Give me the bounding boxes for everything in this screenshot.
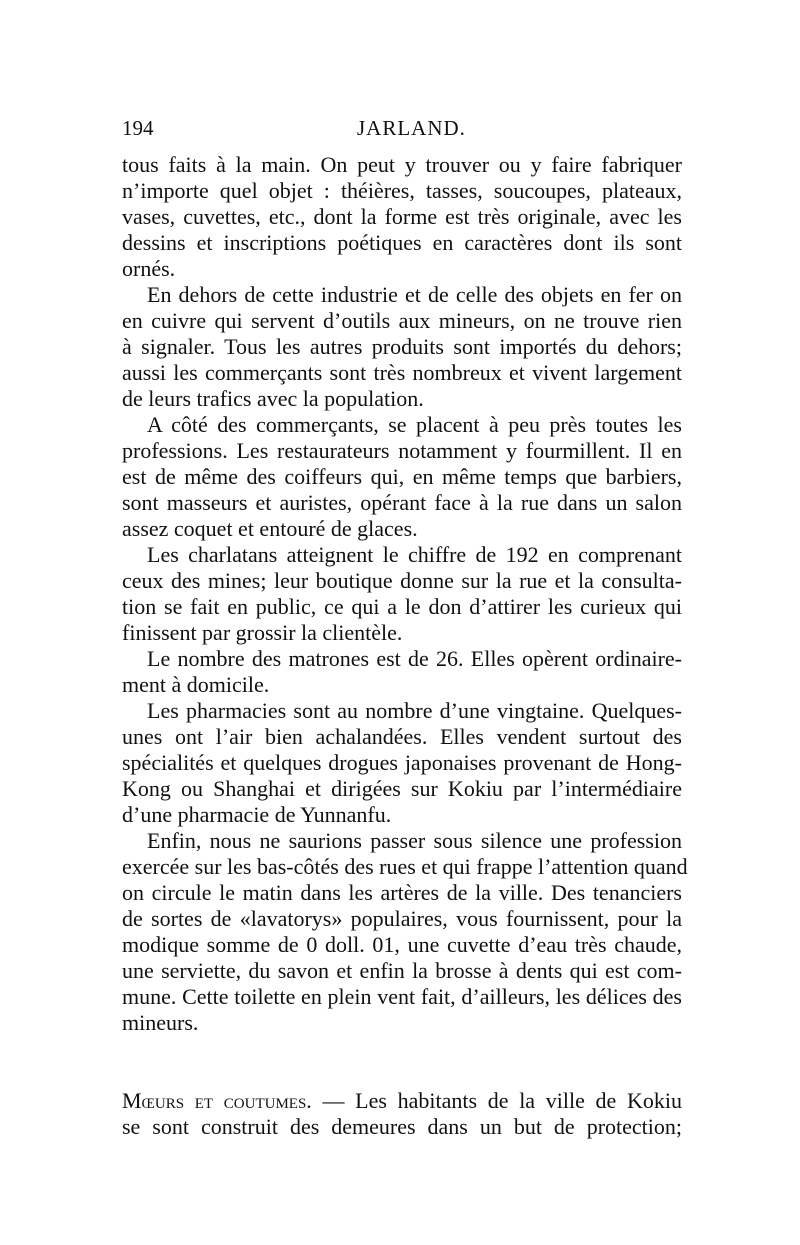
text-line: de leurs trafics avec la population. (122, 386, 424, 411)
text-line: sont masseurs et auristes, opérant face à la rue dans un salon (122, 490, 682, 515)
text-line: est de même des coiffeurs qui, en même temps que barbiers, (122, 464, 682, 489)
text-line: assez coquet et entouré de glaces. (122, 516, 418, 541)
paragraph (122, 828, 688, 1036)
text-line: ment à domicile. (122, 672, 270, 697)
text-line: mune. Cette toilette en plein vent fait, d’ailleurs, les délices des (122, 984, 682, 1009)
text-line: Kong ou Shanghai et dirigées sur Kokiu par l’intermédiaire (122, 776, 682, 801)
text-line: A côté des commerçants, se placent à peu près toutes les (147, 412, 682, 437)
text-line: mineurs. (122, 1010, 199, 1035)
text-line: finissent par grossir la clientèle. (122, 620, 403, 645)
text-line: spécialités et quelques drogues japonaises provenant de Hong- (122, 750, 682, 775)
section-dash: — (322, 1088, 345, 1113)
paragraph (122, 542, 682, 646)
section-gap (122, 1036, 682, 1088)
section-heading: Mœurs et coutumes. (122, 1088, 312, 1113)
text-line: une serviette, du savon et enfin la brosse à dents qui est com- (122, 958, 682, 983)
text-line: Les charlatans atteignent le chiffre de 192 en comprenant (147, 542, 682, 567)
text-line (122, 1088, 682, 1114)
text-line: ceux des mines; leur boutique donne sur la rue et la consulta- (122, 568, 682, 593)
section-paragraph (122, 1088, 682, 1140)
section-text: Les habitants de la ville de Kokiu (355, 1088, 682, 1113)
text-line: exercée sur les bas-côtés des rues et qui frappe l’attention quand (122, 854, 688, 879)
page-number: 194 (122, 116, 154, 140)
paragraph (122, 646, 682, 698)
text-line: En dehors de cette industrie et de celle des objets en fer on (147, 282, 682, 307)
paragraph (122, 412, 682, 542)
running-title: JARLAND. (357, 116, 466, 140)
body-text (122, 152, 688, 1140)
text-line: d’une pharmacie de Yunnanfu. (122, 802, 392, 827)
text-line: de sortes de «lavatorys» populaires, vous fournissent, pour la (122, 906, 682, 931)
text-line: ornés. (122, 256, 176, 281)
text-line: tion se fait en public, ce qui a le don d’attirer les curieux qui (122, 594, 682, 619)
paragraph (122, 698, 682, 828)
text-line: tous faits à la main. On peut y trouver ou y faire fabriquer (122, 152, 682, 177)
text-line: on circule le matin dans les artères de la ville. Des tenanciers (122, 880, 682, 905)
page-header (122, 116, 682, 146)
paragraph (122, 152, 682, 282)
paragraph (122, 282, 682, 412)
text-line: Enfin, nous ne saurions passer sous silence une profession (147, 828, 682, 853)
text-line: modique somme de 0 doll. 01, une cuvette d’eau très chaude, (122, 932, 682, 957)
text-line: en cuivre qui servent d’outils aux mineurs, on ne trouve rien (122, 308, 682, 333)
text-line: professions. Les restaurateurs notamment y fourmillent. Il en (122, 438, 682, 463)
text-line: Les pharmacies sont au nombre d’une vingtaine. Quelques- (147, 698, 682, 723)
text-line: unes ont l’air bien achalandées. Elles vendent surtout des (122, 724, 682, 749)
text-line: Le nombre des matrones est de 26. Elles opèrent ordinaire- (147, 646, 682, 671)
text-line: se sont construit des demeures dans un but de protection; (122, 1114, 682, 1139)
text-line: n’importe quel objet : théières, tasses, soucoupes, plateaux, (122, 178, 682, 203)
text-line: vases, cuvettes, etc., dont la forme est très originale, avec les (122, 204, 682, 229)
text-line: dessins et inscriptions poétiques en caractères dont ils sont (122, 230, 682, 255)
text-line: aussi les commerçants sont très nombreux et vivent largement (122, 360, 682, 385)
text-line: à signaler. Tous les autres produits sont importés du dehors; (122, 334, 682, 359)
